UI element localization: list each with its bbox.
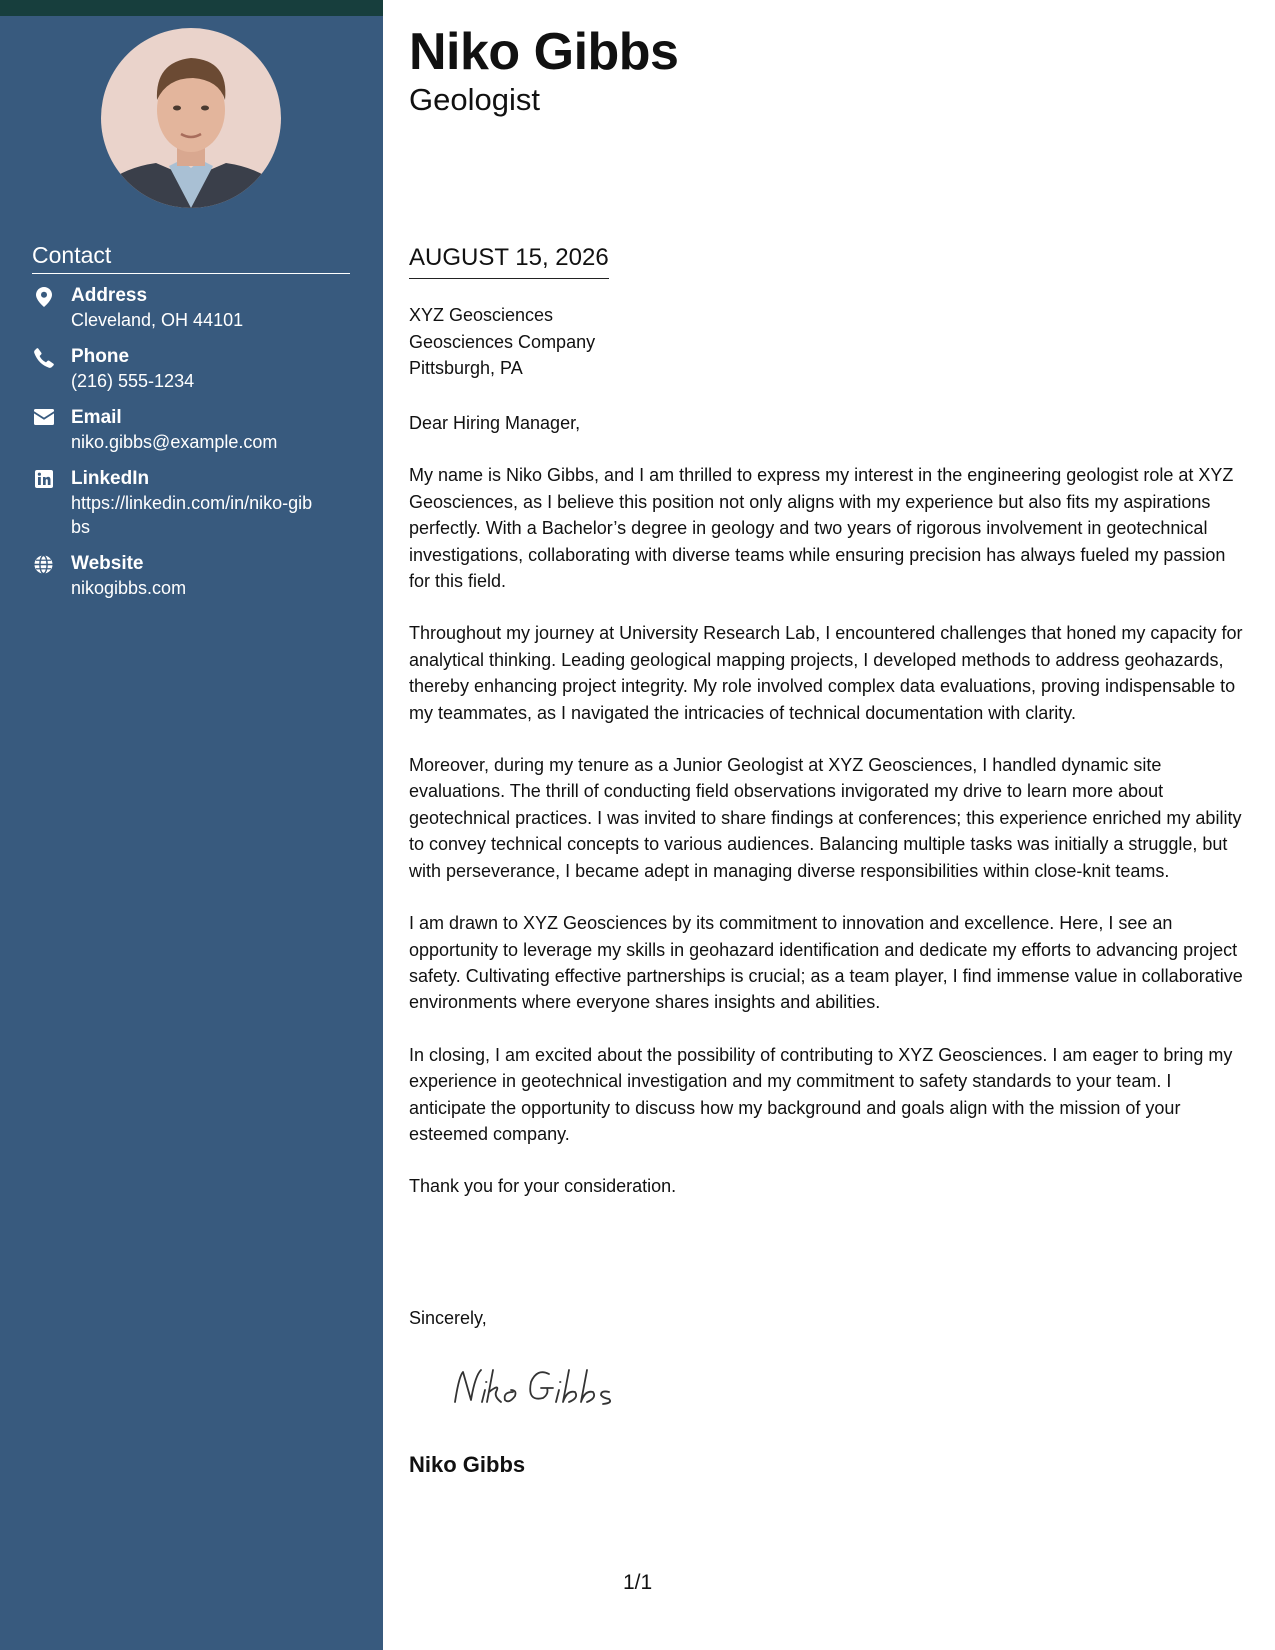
salutation: Dear Hiring Manager, (409, 413, 581, 433)
contact-value-address: Cleveland, OH 44101 (71, 310, 244, 330)
contact-value-phone: (216) 555-1234 (71, 371, 195, 391)
contact-value-email: niko.gibbs@example.com (71, 432, 278, 452)
recipient-line: Geosciences Company (409, 331, 596, 352)
contact-label-linkedin: LinkedIn (71, 468, 150, 489)
globe-icon (32, 555, 55, 574)
contact-item-address (32, 284, 350, 332)
contact-label-address: Address (71, 285, 148, 306)
letter-body (409, 410, 1249, 1226)
contact-item-phone (32, 345, 350, 393)
contact-item-website (32, 552, 350, 600)
job-title: Geologist (409, 82, 540, 117)
body-paragraph: I am drawn to XYZ Geosciences by its commitment to innovation and excellence. Here, I see an opportunity to leverage my skills in geohazard identification and dedicate my efforts to advancing project safety. Cultivating effective partnerships is crucial; as a team player, I find immense value in collaborative environments where everyone shares insights and abilities. (409, 913, 1243, 1013)
contact-value-linkedin[interactable]: https://linkedin.com/in/niko-gibbs (71, 493, 313, 537)
handwritten-signature (449, 1362, 639, 1412)
letter-date: AUGUST 15, 2026 (409, 244, 609, 279)
recipient-block (409, 302, 595, 382)
contact-item-linkedin (32, 467, 350, 539)
thanks-line: Thank you for your consideration. (409, 1176, 677, 1197)
contact-value-website[interactable]: nikogibbs.com (71, 578, 187, 598)
location-pin-icon (32, 287, 55, 307)
closing: Sincerely, (409, 1308, 487, 1328)
signer-name: Niko Gibbs (409, 1452, 526, 1477)
contact-list (32, 284, 350, 613)
recipient-line: Pittsburgh, PA (409, 358, 523, 378)
contact-item-email (32, 406, 350, 454)
portrait-photo (101, 28, 281, 208)
linkedin-icon (32, 470, 55, 488)
page-number: 1/1 (623, 1571, 653, 1594)
avatar (101, 28, 281, 208)
sidebar (0, 16, 383, 1650)
contact-heading: Contact (32, 242, 350, 274)
phone-icon (32, 348, 55, 368)
body-paragraph: Moreover, during my tenure as a Junior Geologist at XYZ Geosciences, I handled dynamic site evaluations. The thrill of conducting field observations invigorated my drive to learn more about geotechnical practices. I was invited to share findings at conferences; this experience enriched my ability to convey technical concepts to various audiences. Balancing multiple tasks was initially a struggle, but with perseverance, I became adept in managing diverse responsibilities within close-knit teams. (409, 755, 1242, 881)
body-paragraph: Throughout my journey at University Research Lab, I encountered challenges that honed my capacity for analytical thinking. Leading geological mapping projects, I developed methods to address geohazards, thereby enhancing project integrity. My role involved complex data evaluations, proving indispensable to my teammates, as I navigated the intricacies of technical documentation with clarity. (409, 623, 1243, 723)
sidebar-top-band (0, 0, 383, 16)
contact-label-phone: Phone (71, 346, 130, 367)
envelope-icon (32, 409, 55, 425)
recipient-line: XYZ Geosciences (409, 305, 554, 325)
body-paragraph: My name is Niko Gibbs, and I am thrilled to express my interest in the engineering geologist role at XYZ Geosciences, as I believe this position not only aligns with my experience but also fits my aspirations perfectly. With a Bachelor’s degree in geology and two years of rigorous involvement in geotechnical investigations, collaborating with diverse teams while ensuring precision has always fueled my passion for this field. (409, 465, 1234, 592)
body-paragraph: In closing, I am excited about the possibility of contributing to XYZ Geosciences. I am eager to bring my experience in geotechnical investigation and my commitment to safety standards to your team. I anticipate the opportunity to discuss how my background and goals align with the mission of your esteemed company. (409, 1044, 1233, 1144)
applicant-name: Niko Gibbs (409, 23, 679, 81)
contact-label-website: Website (71, 553, 144, 574)
contact-label-email: Email (71, 407, 122, 428)
